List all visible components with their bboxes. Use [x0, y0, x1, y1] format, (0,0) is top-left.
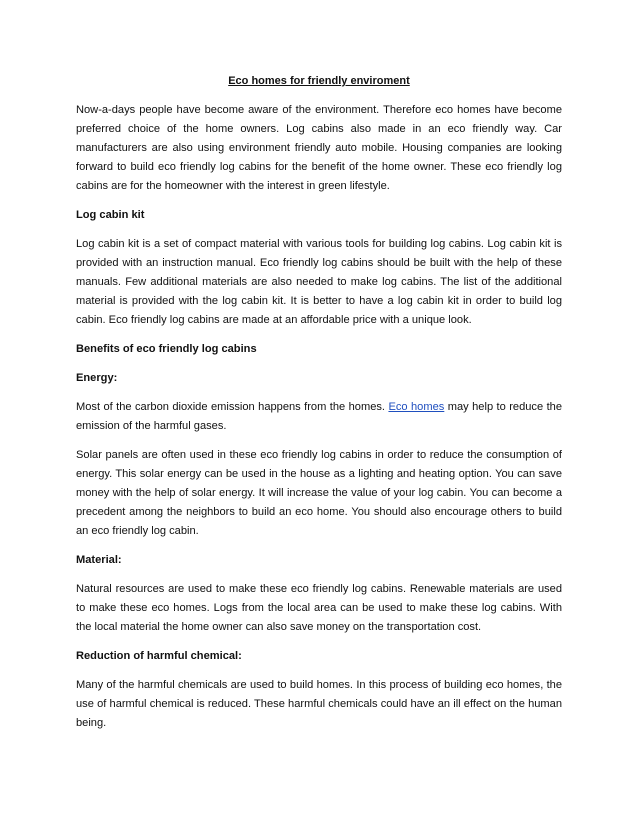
- document-title: Eco homes for friendly enviroment: [228, 75, 410, 87]
- energy-p1-after: may help to reduce the emission of the harmful gases.: [76, 401, 563, 432]
- eco-homes-link[interactable]: Eco homes: [388, 401, 445, 413]
- log-cabin-kit-paragraph: Log cabin kit is a set of compact material with various tools for building log cabins. Log cabin kit is provided with an instruction manual. Eco friendly log cabins should be built with the help of these manuals. Few additional materials are also needed to make log cabins. The list of the additional material is provided with the log cabin kit. It is better to have a log cabin kit in order to build log cabin. Eco friendly log cabins are made at an affordable price with a unique look.: [76, 238, 562, 326]
- reduction-heading: Reduction of harmful chemical:: [76, 650, 242, 662]
- benefits-heading: Benefits of eco friendly log cabins: [76, 343, 257, 355]
- material-paragraph: Natural resources are used to make these eco friendly log cabins. Renewable materials are used to make these eco homes. Logs from the local area can be used to make these log cabins. With the local material the home owner can also save money on the transportation cost.: [76, 583, 562, 633]
- reduction-paragraph: Many of the harmful chemicals are used to build homes. In this process of building eco homes, the use of harmful chemical is reduced. These harmful chemicals could have an ill effect on the human being.: [76, 679, 562, 729]
- energy-paragraph-2: Solar panels are often used in these eco friendly log cabins in order to reduce the consumption of energy. This solar energy can be used in the house as a lighting and heating option. You can save money with the help of solar energy. It will increase the value of your log cabin. You can become a precedent among the neighbors to build an eco home. You should also encourage others to build an eco friendly log cabin.: [76, 449, 562, 537]
- log-cabin-kit-heading: Log cabin kit: [76, 209, 145, 221]
- energy-heading: Energy:: [76, 372, 118, 384]
- energy-paragraph-1: [76, 398, 562, 436]
- document-page: [76, 72, 562, 743]
- energy-p1-before: Most of the carbon dioxide emission happens from the homes.: [76, 401, 389, 413]
- material-heading: Material:: [76, 554, 122, 566]
- intro-paragraph: Now-a-days people have become aware of the environment. Therefore eco homes have become preferred choice of the home owners. Log cabins also made in an eco friendly way. Car manufacturers are also using environment friendly auto mobile. Housing companies are looking forward to build eco friendly log cabins for the benefit of the home owner. These eco friendly log cabins are for the homeowner with the interest in green lifestyle.: [76, 104, 562, 192]
